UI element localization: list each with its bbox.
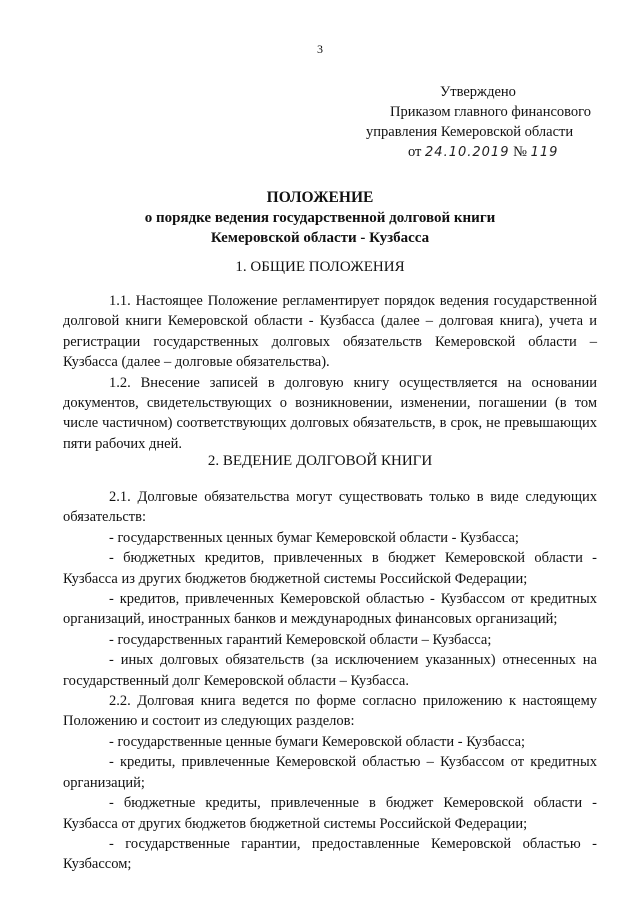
approval-date: 24.10.2019 [425,145,510,160]
paragraph-2-2: 2.2. Долговая книга ведется по форме согласно приложению к настоящему Положению и состоит из следующих разделов: [63,693,597,730]
title-line-2: о порядке ведения государственной долговой книги [144,210,496,226]
paragraph-2-1: 2.1. Долговые обязательства могут существовать только в виде следующих обязательств: [63,489,597,526]
list-item: - государственные гарантии, предоставленные Кемеровской областью - Кузбассом; [63,835,597,873]
document-title [0,188,640,248]
title-line-3: Кемеровской области - Кузбасса [210,230,430,246]
page-number: 3 [317,42,323,56]
approval-line-approved: Утверждено [440,84,516,100]
approval-number: 119 [530,145,559,160]
list-item: - кредитов, привлеченных Кемеровской областью - Кузбассом от кредитных организаций, иностранных банков и международных финансовых организаций; [63,591,597,628]
approval-line-order: Приказом главного финансового [390,104,591,120]
paragraph-1-2: 1.2. Внесение записей в долговую книгу осуществляется на основании документов, свидетельствующих о возникновении, изменении, погашении (в том числе частичном) соответствующих долговых обязательств, в срок, не превышающих пяти рабочих дней. [63,374,597,452]
paragraph-1-1: 1.1. Настоящее Положение регламентирует порядок ведения государственной долговой книги Кемеровской области - Кузбасса (далее – долговая книга), учета и регистрации государственных долговых обязательств Кемеровской области – Кузбасса (далее – долговые обязательства). [63,293,597,371]
list-item: - кредиты, привлеченные Кемеровской областью – Кузбассом от кредитных организаций; [63,754,597,791]
approval-from-label: от [408,144,422,160]
list-item: - государственные ценные бумаги Кемеровской области - Кузбасса; [109,733,526,750]
list-item: - государственных гарантий Кемеровской области – Кузбасса; [109,631,492,648]
title-line-1: ПОЛОЖЕНИЕ [266,189,374,206]
approval-line-date [362,142,622,163]
section-2-heading: 2. ВЕДЕНИЕ ДОЛГОВОЙ КНИГИ [207,453,433,469]
list-item: - бюджетных кредитов, привлеченных в бюджет Кемеровской области - Кузбасса из других бюджетов бюджетной системы Российской Федерации; [63,550,597,587]
section-2-body [63,487,597,875]
list-item: - государственных ценных бумаг Кемеровской области - Кузбасса; [109,529,519,546]
list-item: - иных долговых обязательств (за исключением указанных) отнесенных на государственный долг Кемеровской области – Кузбасса. [63,652,597,689]
approval-block [362,82,622,163]
approval-number-sign: № [513,144,527,160]
approval-line-department: управления Кемеровской области [366,124,574,140]
section-1-body [63,291,597,454]
section-1-heading: 1. ОБЩИЕ ПОЛОЖЕНИЯ [235,259,405,275]
list-item: - бюджетные кредиты, привлеченные в бюджет Кемеровской области - Кузбасса от других бюджетов бюджетной системы Российской Федерации; [63,795,597,832]
